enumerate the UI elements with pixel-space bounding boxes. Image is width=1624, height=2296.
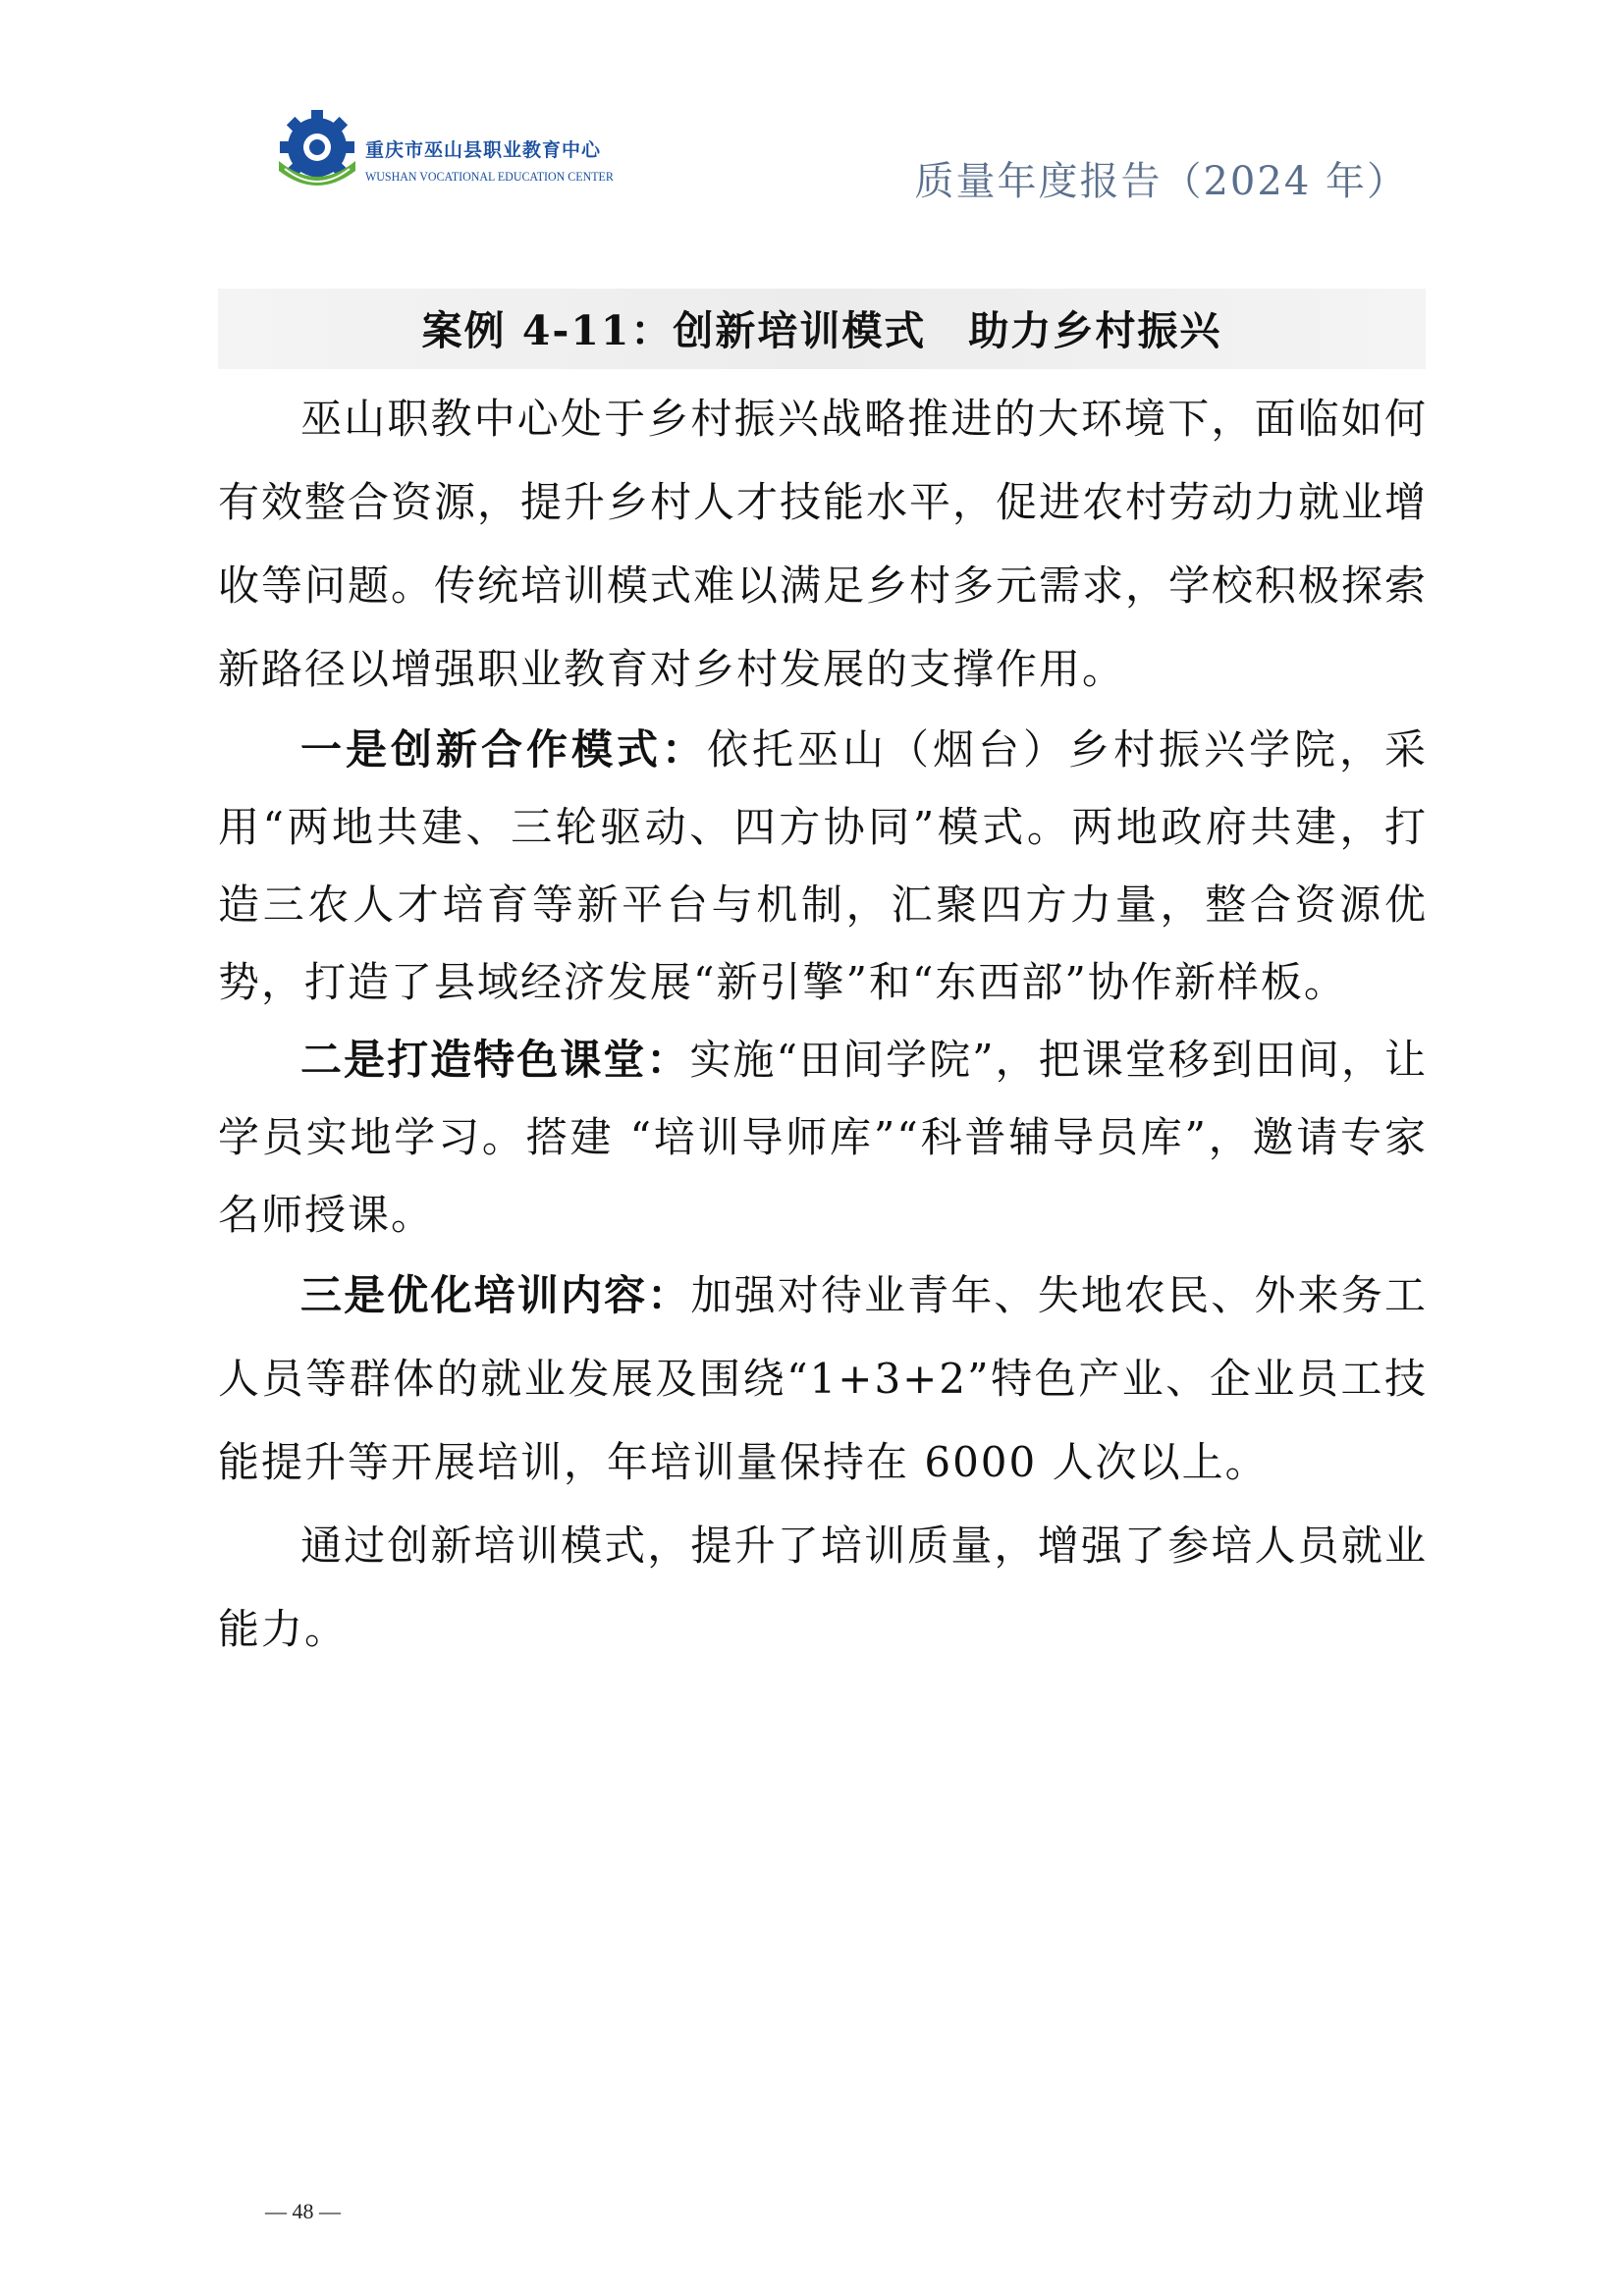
paragraph-content bbox=[218, 1254, 1428, 1504]
case-title: 案例 4-11：创新培训模式 助力乡村振兴 bbox=[421, 307, 1222, 354]
gear-emblem-icon bbox=[273, 110, 361, 198]
paragraph-intro: 巫山职教中心处于乡村振兴战略推进的大环境下，面临如何有效整合资源，提升乡村人才技能水平，促进农村劳动力就业增收等问题。传统培训模式难以满足乡村多元需求，学校积极探索新路径以增强职业教育对乡村发展的支撑作用。 bbox=[218, 395, 1429, 693]
logo-english-name: WUSHAN VOCATIONAL EDUCATION CENTER bbox=[365, 169, 614, 184]
logo-chinese-name: 重庆市巫山县职业教育中心 bbox=[365, 139, 602, 161]
paragraph-lead: 一是创新合作模式： bbox=[300, 725, 707, 774]
school-logo bbox=[273, 110, 614, 198]
page-header bbox=[0, 0, 1624, 226]
paragraph-classroom bbox=[218, 1021, 1428, 1254]
page-number: — 48 — bbox=[265, 2199, 341, 2223]
paragraph-body: 依托巫山（烟台）乡村振兴学院，采用“两地共建、三轮驱动、四方协同”模式。两地政府共建，打造三农人才培育等新平台与机制，汇聚四方力量，整合资源优势，打造了县域经济发展“新引擎”和“东西部”协作新样板。 bbox=[218, 725, 1428, 1006]
paragraph-lead: 二是打造特色课堂： bbox=[300, 1036, 690, 1084]
paragraph-lead: 三是优化培训内容： bbox=[300, 1271, 691, 1319]
paragraph-conclusion: 通过创新培训模式，提升了培训质量，增强了参培人员就业能力。 bbox=[218, 1522, 1428, 1653]
paragraph-body: 实施“田间学院”，把课堂移到田间，让学员实地学习。搭建 “培训导师库”“科普辅导员库”，邀请专家名师授课。 bbox=[218, 1036, 1428, 1239]
paragraph-body: 加强对待业青年、失地农民、外来务工人员等群体的就业发展及围绕“1+3+2”特色产业、企业员工技能提升等开展培训，年培训量保持在 6000 人次以上。 bbox=[218, 1271, 1428, 1486]
paragraph-cooperation bbox=[218, 711, 1428, 1021]
report-title: 质量年度报告（2024 年） bbox=[914, 159, 1408, 204]
article-body bbox=[218, 377, 1428, 1671]
